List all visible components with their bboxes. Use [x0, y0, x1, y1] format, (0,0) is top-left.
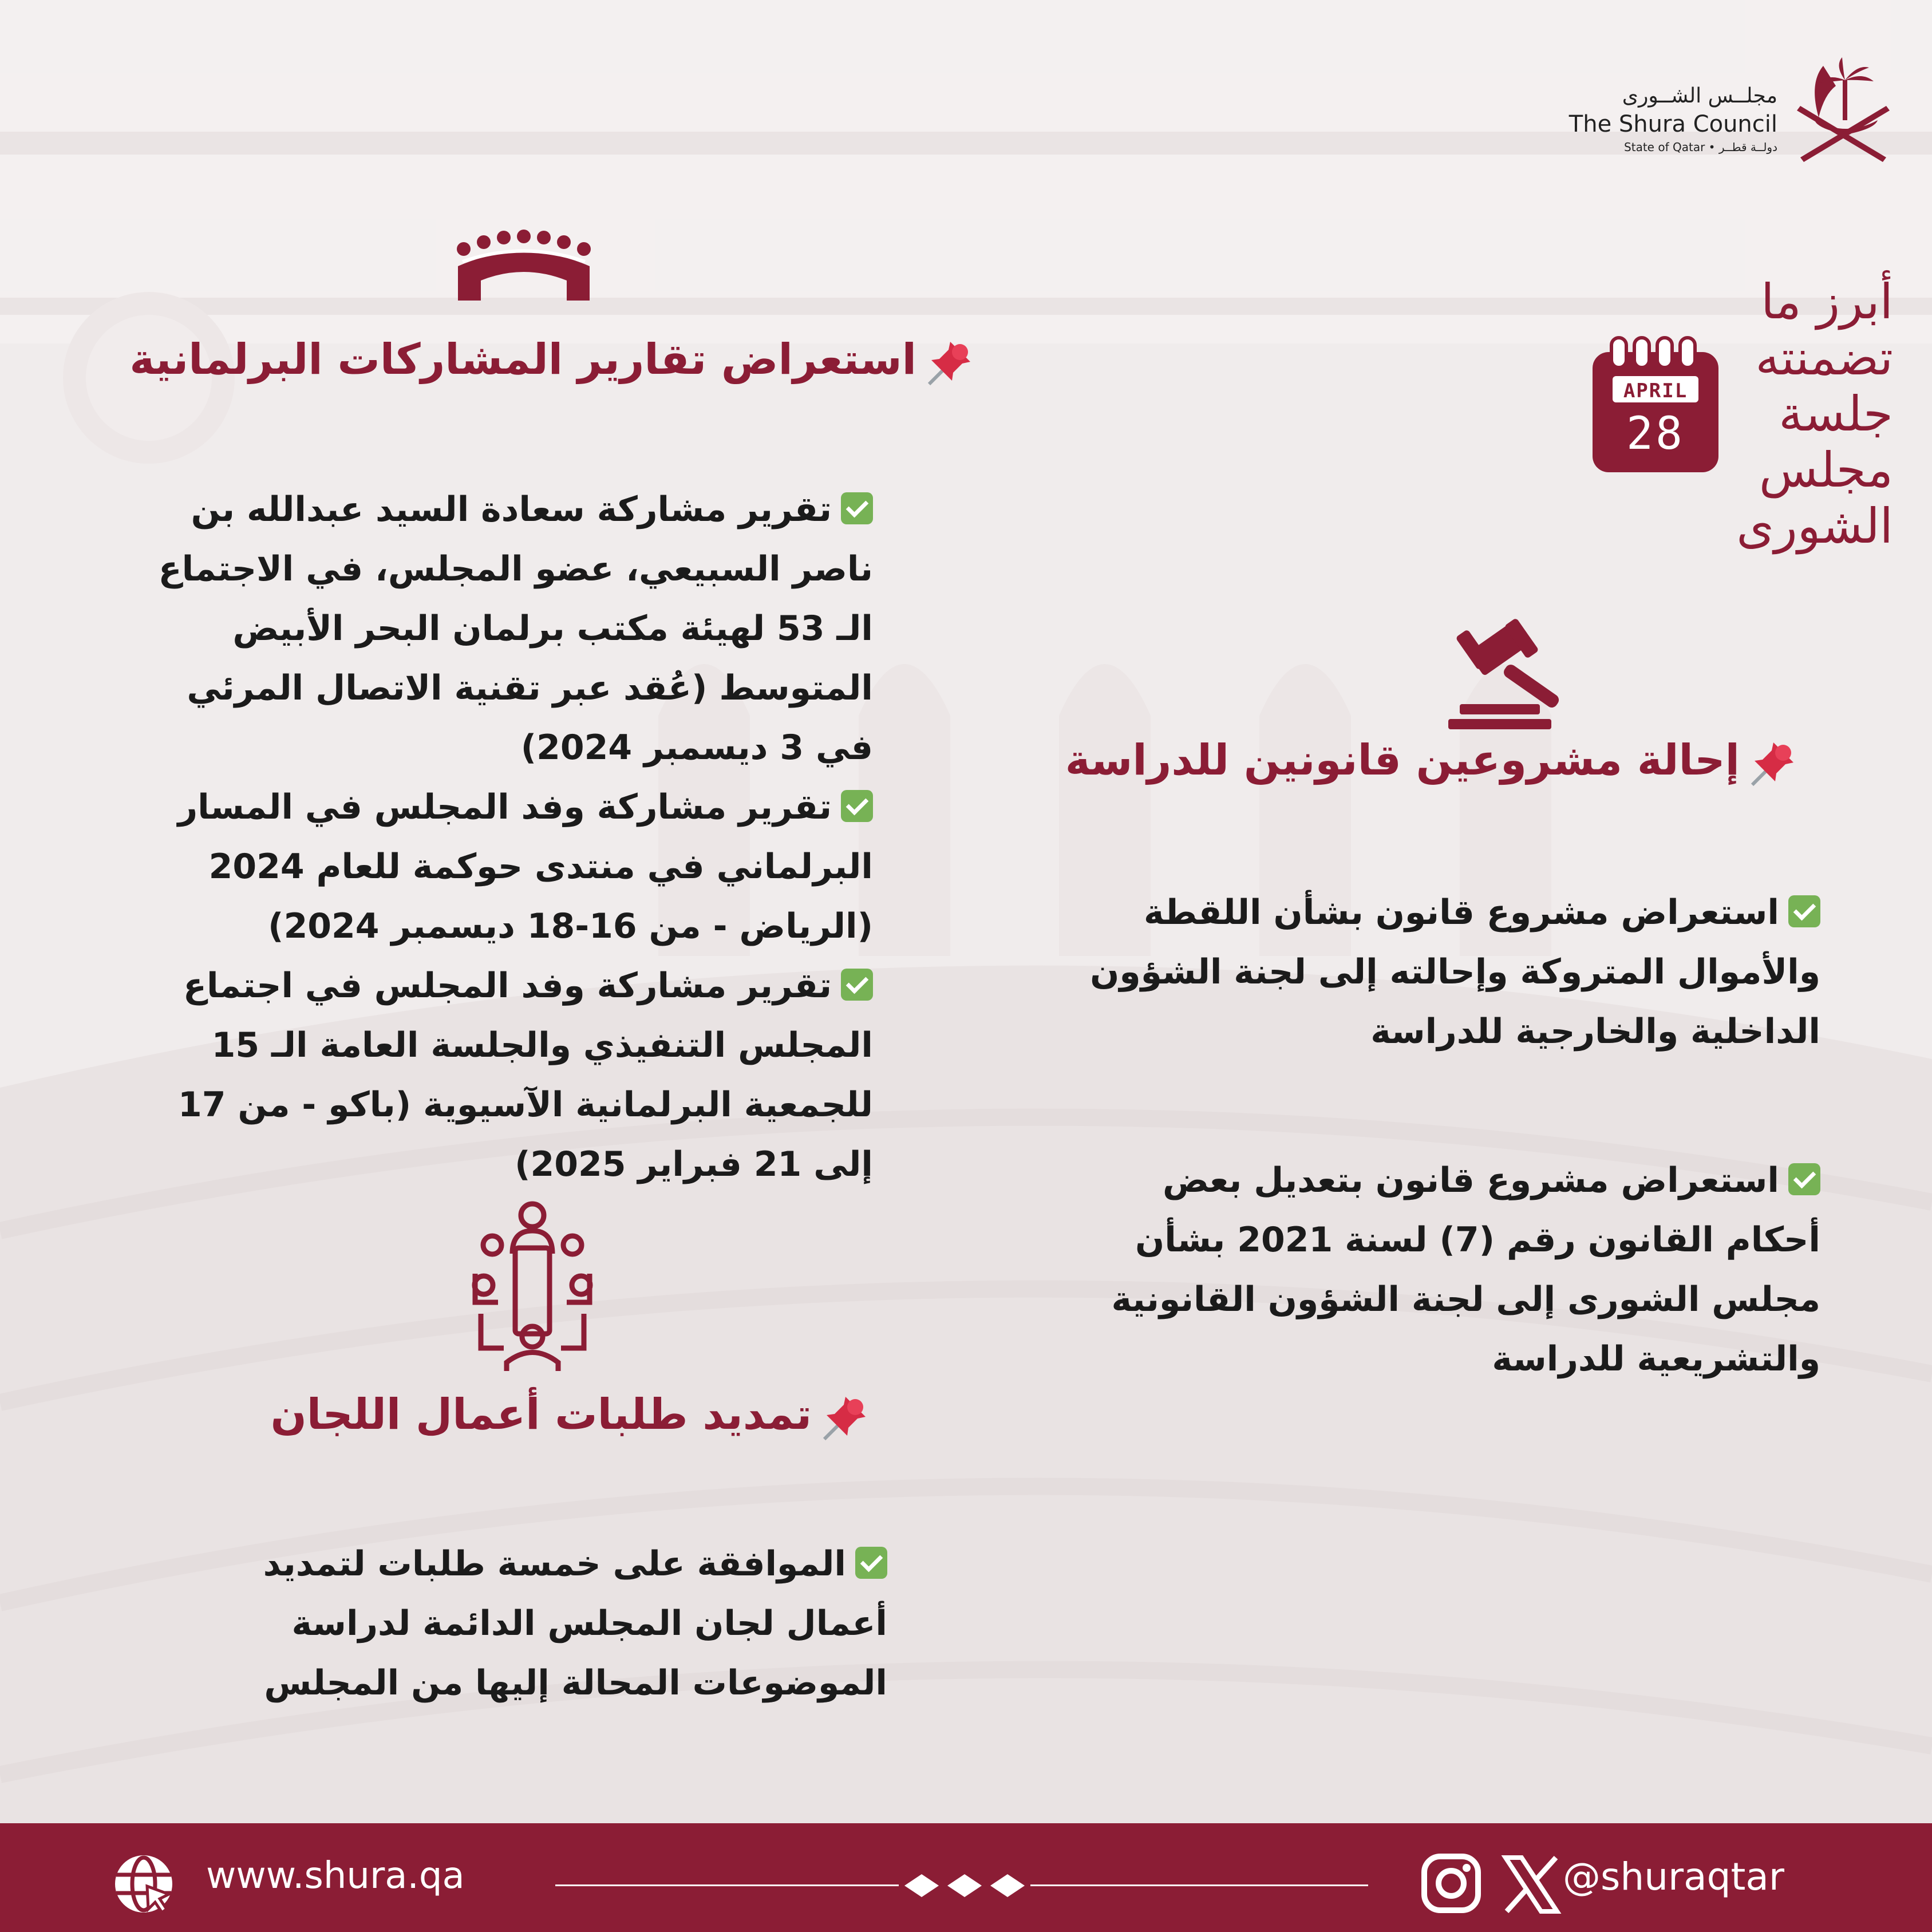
heading-committees	[271, 1390, 871, 1443]
instagram-icon[interactable]	[1420, 1852, 1483, 1915]
footer-bar	[0, 1823, 1932, 1932]
title-line-5: الشورى	[1736, 498, 1893, 554]
list-item	[240, 1534, 887, 1713]
heading-laws	[1065, 736, 1799, 788]
social-handle[interactable]: @shuraqtar	[1563, 1855, 1784, 1899]
pushpin-icon	[924, 336, 976, 388]
pushpin-icon	[820, 1391, 871, 1443]
check-mark-icon	[1788, 895, 1820, 927]
list-item	[135, 480, 873, 777]
list-item-text: استعراض مشروع قانون بتعديل بعض أحكام القانون رقم (7) لسنة 2021 بشأن مجلس الشورى إلى لجنة الشؤون القانونية والتشريعية للدراسة	[1111, 1160, 1820, 1379]
pushpin-icon	[1748, 737, 1799, 788]
globe-icon[interactable]	[112, 1852, 176, 1916]
website-link[interactable]: www.shura.qa	[206, 1855, 465, 1897]
list-item-text: الموافقة على خمسة طلبات لتمديد أعمال لجان المجلس الدائمة لدراسة الموضوعات المحالة إليها من المجلس	[263, 1544, 887, 1703]
palm-dhow-swords-emblem	[1783, 49, 1898, 163]
list-item	[135, 777, 873, 956]
heading-participation-text: استعراض تقارير المشاركات البرلمانية	[129, 335, 916, 384]
check-mark-icon	[855, 1547, 887, 1579]
meeting-table-icon	[467, 1199, 598, 1371]
list-item	[1076, 883, 1820, 1061]
calendar-month: APRIL	[1623, 380, 1688, 402]
list-item	[1076, 1151, 1820, 1389]
heading-committees-text: تمديد طلبات أعمال اللجان	[270, 1390, 812, 1439]
list-item-text: تقرير مشاركة وفد المجلس في اجتماع المجلس التنفيذي والجلسة العامة الـ 15 للجمعية البرلمانية الآسيوية (باكو - من 17 إلى 21 فبراير 2025)	[178, 966, 873, 1184]
participation-list	[135, 480, 873, 1194]
laws-item-2	[1076, 1151, 1820, 1389]
list-item-text: تقرير مشاركة وفد المجلس في المسار البرلماني في منتدى حوكمة للعام 2024 (الرياض - من 16-18 ديسمبر 2024)	[177, 787, 873, 946]
check-mark-icon	[841, 492, 873, 524]
list-item	[135, 956, 873, 1194]
check-mark-icon	[841, 790, 873, 822]
title-line-2: تضمنته	[1755, 330, 1893, 386]
committees-list	[240, 1534, 887, 1713]
list-item-text: استعراض مشروع قانون بشأن اللقطة والأموال المتروكة وإحالته إلى لجنة الشؤون الداخلية والخارجية للدراسة	[1090, 892, 1820, 1052]
logo-name-arabic: مجلــس الشــورى	[1622, 84, 1777, 108]
footer-divider-left	[555, 1884, 899, 1886]
heading-participation	[129, 335, 976, 388]
title-line-1: أبرز ما	[1761, 274, 1893, 330]
x-icon[interactable]	[1500, 1853, 1563, 1916]
check-mark-icon	[841, 969, 873, 1001]
calendar-icon	[1590, 335, 1721, 478]
title-line-3: جلسة	[1779, 386, 1893, 442]
parliament-seats-icon	[452, 226, 595, 301]
diamond-ornament	[904, 1870, 1025, 1901]
session-title	[1698, 274, 1893, 554]
title-line-4: مجلس	[1759, 442, 1893, 498]
logo-name-english: The Shura Council	[1568, 111, 1777, 137]
gavel-icon	[1448, 613, 1568, 733]
logo-state: State of Qatar • دولــة قطــر	[1624, 140, 1777, 154]
list-item-text: تقرير مشاركة سعادة السيد عبدالله بن ناصر السبيعي، عضو المجلس، في الاجتماع الـ 53 لهيئة مكتب برلمان البحر الأبيض المتوسط (عُقد عبر تقنية الاتصال المرئي في 3 ديسمبر 2024)	[158, 489, 873, 768]
calendar-day: 28	[1626, 408, 1685, 460]
heading-laws-text: إحالة مشروعين قانونين للدراسة	[1065, 736, 1740, 785]
footer-divider-right	[1030, 1884, 1368, 1886]
logo-wordmark	[1480, 83, 1777, 155]
check-mark-icon	[1788, 1163, 1820, 1195]
laws-item-1	[1076, 883, 1820, 1061]
